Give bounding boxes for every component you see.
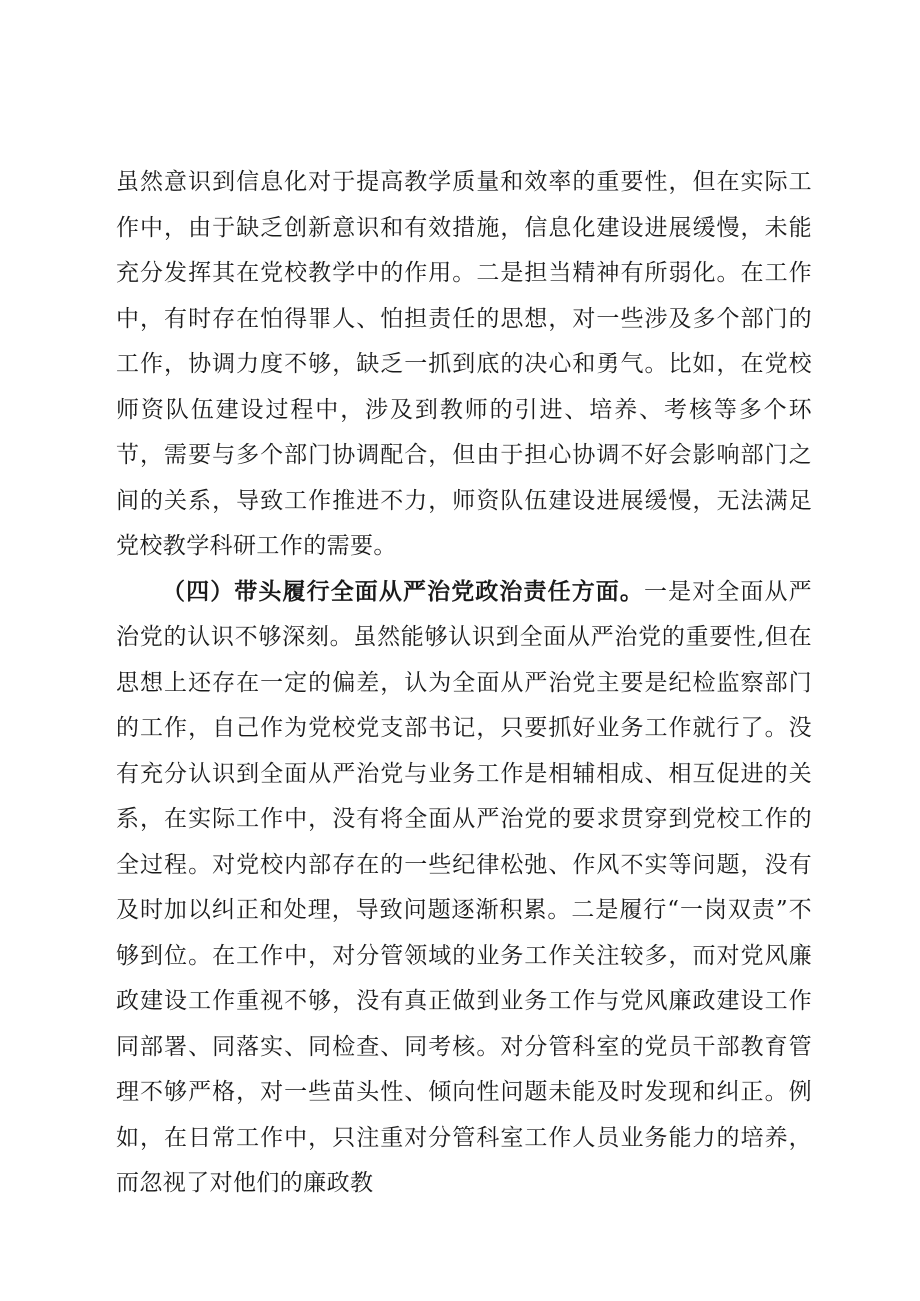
paragraph-text: 一是对全面从严治党的认识不够深刻。虽然能够认识到全面从严治党的重要性,但在思想上还存在一定的偏差，认为全面从严治党主要是纪检监察部门的工作，自己作为党校党支部书记，只要抓好业务工作就行了。没有充分认识到全面从严治党与业务工作是相辅相成、相互促进的关系，在实际工作中，没有将全面从严治党的要求贯穿到党校工作的全过程。对党校内部存在的一些纪律松弛、作风不实等问题，没有及时加以纠正和处理，导致问题逐渐积累。二是履行“一岗双责”不够到位。在工作中，对分管领域的业务工作关注较多，而对党风廉政建设工作重视不够，没有真正做到业务工作与党风廉政建设工作同部署、同落实、同检查、同考核。对分管科室的党员干部教育管理不够严格，对一些苗头性、倾向性问题未能及时发现和纠正。例如，在日常工作中，只注重对分管科室工作人员业务能力的培养，而忽视了对他们的廉政教: [116, 578, 812, 1196]
paragraph-text: 虽然意识到信息化对于提高教学质量和效率的重要性，但在实际工作中，由于缺乏创新意识和有效措施，信息化建设进展缓慢，未能充分发挥其在党校教学中的作用。二是担当精神有所弱化。在工作中，有时存在怕得罪人、怕担责任的思想，对一些涉及多个部门的工作，协调力度不够，缺乏一抓到底的决心和勇气。比如，在党校师资队伍建设过程中，涉及到教师的引进、培养、考核等多个环节，需要与多个部门协调配合，但由于担心协调不好会影响部门之间的关系，导致工作推进不力，师资队伍建设进展缓慢，无法满足党校教学科研工作的需要。: [116, 169, 812, 559]
paragraph-section-four: [116, 570, 812, 1207]
section-heading: （四）带头履行全面从严治党政治责任方面。: [162, 578, 644, 605]
paragraph-continuation: [116, 160, 812, 570]
document-body: [116, 160, 812, 1207]
